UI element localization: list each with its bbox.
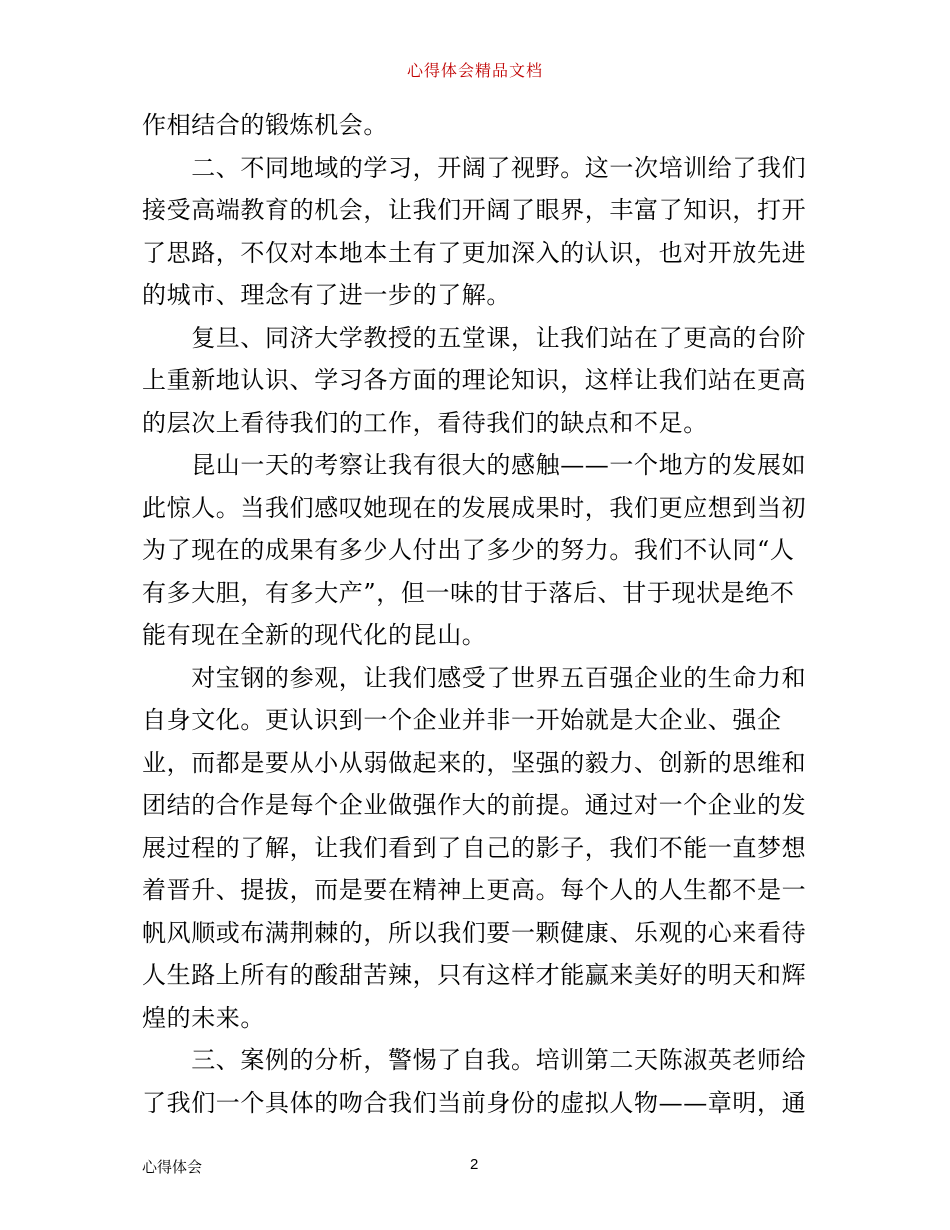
text-line: 上重新地认识、学习各方面的理论知识，这样让我们站在更高 — [142, 366, 807, 394]
footer-label: 心得体会 — [142, 1158, 203, 1176]
text-line: 煌的未来。 — [142, 1003, 265, 1032]
text-line: 自身文化。更认识到一个企业并非一开始就是大企业、强企 — [142, 706, 782, 734]
text-line: 二、不同地域的学习，开阔了视野。这一次培训给了我们 — [142, 153, 807, 182]
text-line: 帆风顺或布满荆棘的，所以我们要一颗健康、乐观的心来看待 — [142, 918, 807, 947]
text-line: 复旦、同济大学教授的五堂课，让我们站在了更高的台阶 — [142, 323, 807, 352]
text-line: 了我们一个具体的吻合我们当前身份的虚拟人物——章明，通 — [142, 1088, 807, 1117]
text-line: 着晋升、提拔，而是要在精神上更高。每个人的人生都不是一 — [142, 876, 807, 904]
page-number: 2 — [470, 1156, 479, 1173]
text-line: 的城市、理念有了进一步的了解。 — [142, 281, 511, 309]
text-line: 昆山一天的考察让我有很大的感触——一个地方的发展如 — [142, 451, 807, 479]
text-line: 有多大胆，有多大产”，但一味的甘于落后、甘于现状是绝不 — [142, 578, 795, 607]
text-line: 团结的合作是每个企业做强作大的前提。通过对一个企业的发 — [142, 791, 807, 819]
document-body — [142, 104, 814, 1124]
text-line: 作相结合的锻炼机会。 — [142, 111, 388, 139]
text-line: 了思路，不仅对本地本土有了更加深入的认识，也对开放先进 — [142, 238, 807, 267]
page-header-title: 心得体会精品文档 — [406, 61, 543, 80]
text-line: 的层次上看待我们的工作，看待我们的缺点和不足。 — [142, 408, 708, 437]
text-line: 三、案例的分析，警惕了自我。培训第二天陈淑英老师给 — [142, 1046, 807, 1074]
text-line: 接受高端教育的机会，让我们开阔了眼界，丰富了知识，打开 — [142, 196, 807, 224]
text-line: 业，而都是要从小从弱做起来的，坚强的毅力、创新的思维和 — [142, 748, 807, 777]
text-line: 展过程的了解，让我们看到了自己的影子，我们不能一直梦想 — [142, 833, 807, 862]
text-line: 为了现在的成果有多少人付出了多少的努力。我们不认同“人 — [142, 536, 795, 564]
text-line: 此惊人。当我们感叹她现在的发展成果时，我们更应想到当初 — [142, 493, 807, 522]
text-line: 人生路上所有的酸甜苦辣，只有这样才能赢来美好的明天和辉 — [142, 961, 807, 989]
text-line: 能有现在全新的现代化的昆山。 — [142, 621, 487, 649]
text-line: 对宝钢的参观，让我们感受了世界五百强企业的生命力和 — [142, 663, 807, 692]
